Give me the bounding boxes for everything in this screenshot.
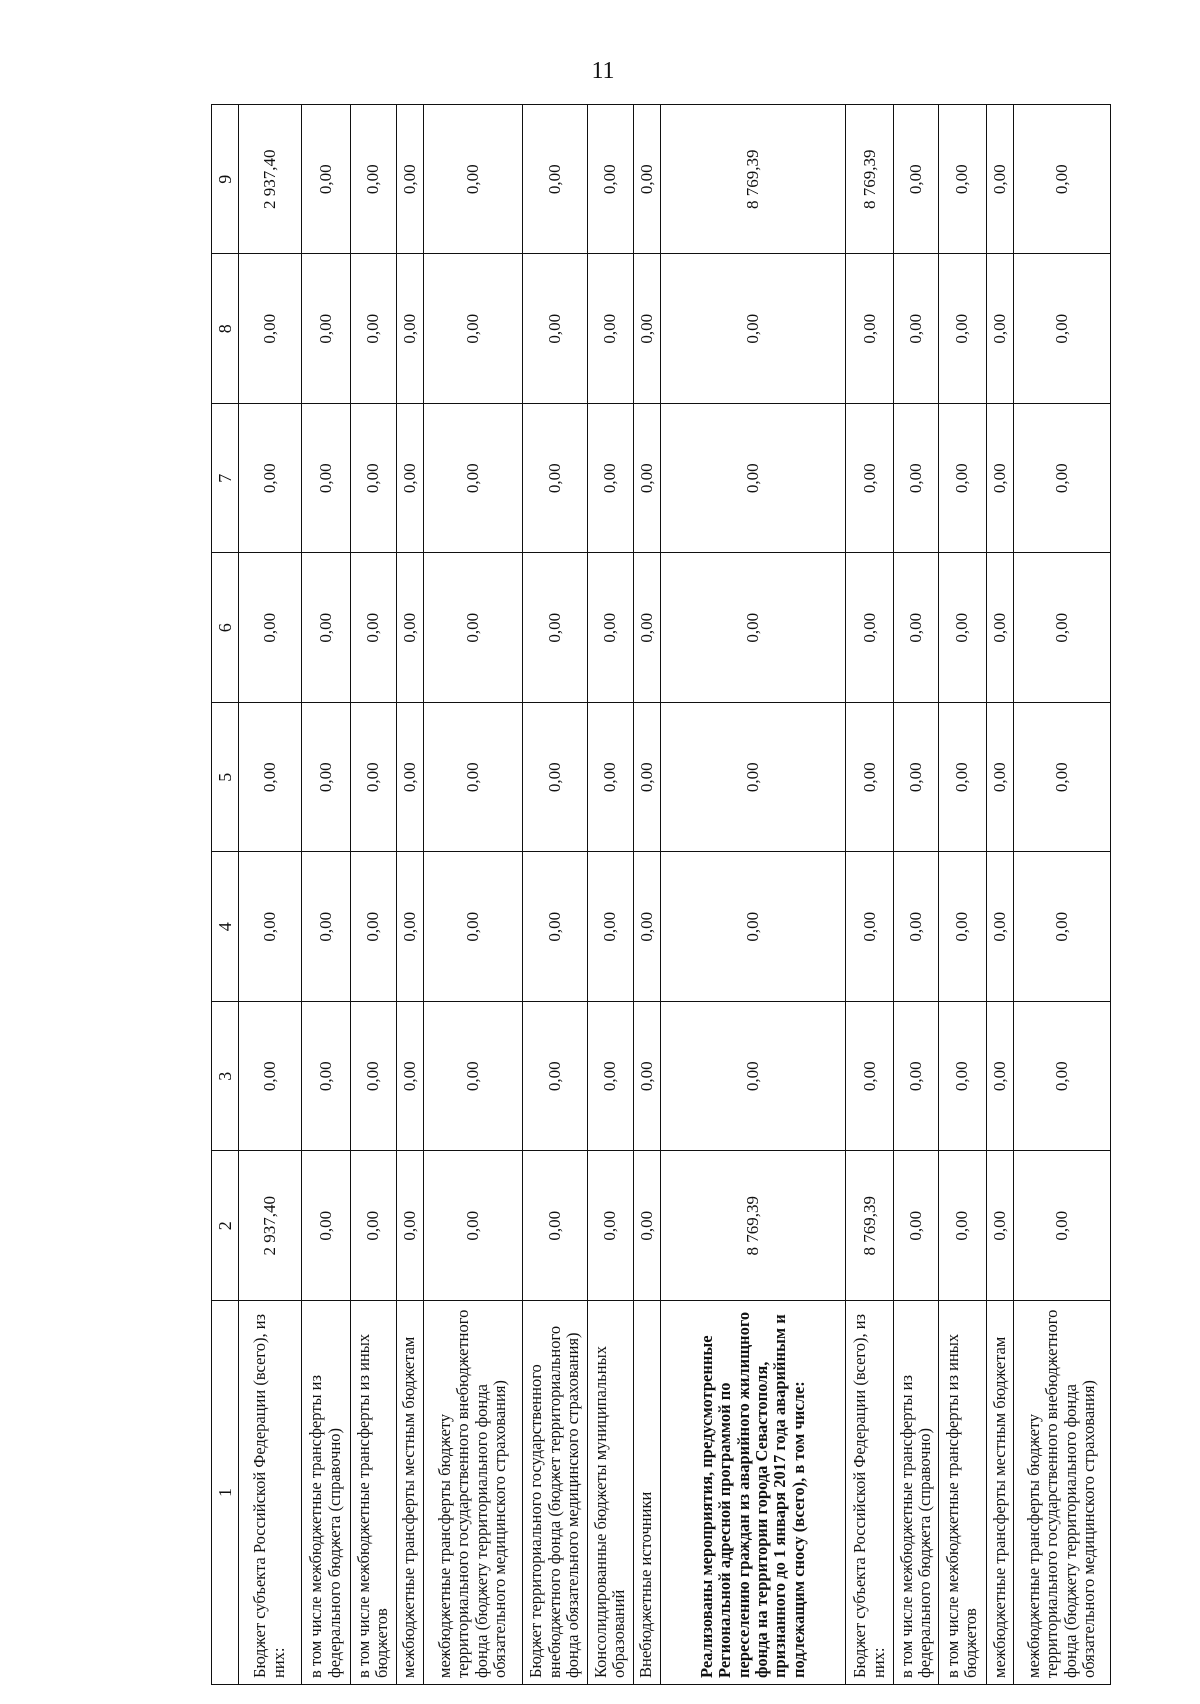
cell-value: 0,00	[588, 852, 633, 1002]
cell-value: 0,00	[1013, 1002, 1110, 1152]
cell-value: 0,00	[423, 553, 522, 703]
cell-value: 0,00	[633, 553, 660, 703]
cell-value: 0,00	[523, 703, 588, 853]
cell-value: 0,00	[893, 254, 938, 404]
cell-value: 0,00	[396, 254, 423, 404]
cell-value: 0,00	[588, 703, 633, 853]
cell-value: 0,00	[846, 553, 894, 703]
table-row	[893, 105, 938, 1685]
cell-value: 0,00	[1013, 1151, 1110, 1301]
row-label: Бюджет территориального государственного внебюджетного фонда (бюджет территориального фонда обязательного медицинского страхования)	[523, 1301, 588, 1685]
cell-value: 0,00	[1013, 703, 1110, 853]
cell-value: 0,00	[939, 1151, 987, 1301]
rotated-table-frame	[211, 105, 1111, 1685]
cell-value: 0,00	[423, 404, 522, 554]
cell-value: 0,00	[660, 852, 846, 1002]
cell-value: 0,00	[239, 703, 302, 853]
cell-value: 0,00	[939, 254, 987, 404]
cell-value: 0,00	[523, 553, 588, 703]
cell-value: 0,00	[351, 852, 396, 1002]
cell-value: 0,00	[523, 105, 588, 255]
row-label: Внебюджетные источники	[633, 1301, 660, 1685]
row-label: межбюджетные трансферты местным бюджетам	[986, 1301, 1013, 1685]
cell-value: 0,00	[523, 1151, 588, 1301]
cell-value: 0,00	[633, 703, 660, 853]
cell-value: 0,00	[301, 1002, 351, 1152]
cell-value: 0,00	[846, 254, 894, 404]
table-row	[660, 105, 846, 1685]
cell-value: 0,00	[633, 1151, 660, 1301]
cell-value: 0,00	[893, 852, 938, 1002]
cell-value: 0,00	[396, 404, 423, 554]
cell-value: 0,00	[351, 553, 396, 703]
cell-value: 0,00	[396, 105, 423, 255]
cell-value: 0,00	[660, 553, 846, 703]
table-row	[588, 105, 633, 1685]
cell-value: 0,00	[351, 1151, 396, 1301]
cell-value: 0,00	[893, 404, 938, 554]
column-header-5: 5	[212, 703, 239, 853]
row-label: межбюджетные трансферты бюджету территориального государственного внебюджетного фонда (бюджету территориального фонда обязательного медицинского страхования)	[1013, 1301, 1110, 1685]
cell-value: 0,00	[939, 703, 987, 853]
table-row	[1013, 105, 1110, 1685]
table-body	[239, 105, 1111, 1685]
column-header-3: 3	[212, 1002, 239, 1152]
cell-value: 0,00	[986, 105, 1013, 255]
cell-value: 0,00	[301, 852, 351, 1002]
cell-value: 0,00	[588, 404, 633, 554]
cell-value: 0,00	[660, 1002, 846, 1152]
cell-value: 0,00	[660, 404, 846, 554]
table-row	[633, 105, 660, 1685]
cell-value: 0,00	[423, 254, 522, 404]
cell-value: 0,00	[423, 105, 522, 255]
row-label: Бюджет субъекта Российской Федерации (всего), из них:	[239, 1301, 302, 1685]
cell-value: 0,00	[588, 553, 633, 703]
cell-value: 0,00	[301, 553, 351, 703]
row-label: в том числе межбюджетные трансферты из федерального бюджета (справочно)	[301, 1301, 351, 1685]
cell-value: 0,00	[239, 1002, 302, 1152]
table-row	[423, 105, 522, 1685]
cell-value: 0,00	[588, 254, 633, 404]
cell-value: 0,00	[1013, 105, 1110, 255]
cell-value: 0,00	[351, 105, 396, 255]
cell-value: 0,00	[396, 553, 423, 703]
cell-value: 0,00	[939, 404, 987, 554]
cell-value: 8 769,39	[660, 1151, 846, 1301]
row-label: Бюджет субъекта Российской Федерации (всего), из них:	[846, 1301, 894, 1685]
cell-value: 0,00	[660, 254, 846, 404]
cell-value: 0,00	[986, 852, 1013, 1002]
row-label: в том числе межбюджетные трансферты из иных бюджетов	[939, 1301, 987, 1685]
cell-value: 0,00	[351, 703, 396, 853]
cell-value: 0,00	[523, 404, 588, 554]
cell-value: 0,00	[523, 1002, 588, 1152]
cell-value: 0,00	[939, 553, 987, 703]
cell-value: 0,00	[1013, 852, 1110, 1002]
row-label: в том числе межбюджетные трансферты из иных бюджетов	[351, 1301, 396, 1685]
cell-value: 0,00	[893, 1002, 938, 1152]
cell-value: 0,00	[301, 1151, 351, 1301]
cell-value: 0,00	[846, 404, 894, 554]
cell-value: 0,00	[423, 1151, 522, 1301]
cell-value: 0,00	[1013, 254, 1110, 404]
table-row	[301, 105, 351, 1685]
cell-value: 8 769,39	[846, 105, 894, 255]
cell-value: 0,00	[396, 1151, 423, 1301]
cell-value: 0,00	[939, 1002, 987, 1152]
cell-value: 0,00	[939, 852, 987, 1002]
cell-value: 0,00	[301, 254, 351, 404]
cell-value: 0,00	[239, 404, 302, 554]
cell-value: 0,00	[986, 1002, 1013, 1152]
cell-value: 0,00	[846, 1002, 894, 1152]
budget-table	[211, 104, 1111, 1685]
cell-value: 0,00	[588, 105, 633, 255]
table-row	[523, 105, 588, 1685]
cell-value: 0,00	[239, 254, 302, 404]
cell-value: 0,00	[351, 1002, 396, 1152]
row-label: Реализованы мероприятия, предусмотренные Региональной адресной программой по переселению граждан из аварийного жилищного фонда на территории города Севастополя, признанного до 1 января 2017 года аварийным и подлежащим сносу (всего), в том числе:	[660, 1301, 846, 1685]
row-label: межбюджетные трансферты бюджету территориального государственного внебюджетного фонда (бюджету территориального фонда обязательного медицинского страхования)	[423, 1301, 522, 1685]
column-header-7: 7	[212, 404, 239, 554]
cell-value: 0,00	[423, 1002, 522, 1152]
cell-value: 0,00	[846, 852, 894, 1002]
column-header-8: 8	[212, 254, 239, 404]
cell-value: 0,00	[846, 703, 894, 853]
cell-value: 0,00	[893, 703, 938, 853]
cell-value: 0,00	[633, 105, 660, 255]
cell-value: 0,00	[1013, 553, 1110, 703]
table-row	[986, 105, 1013, 1685]
cell-value: 0,00	[986, 553, 1013, 703]
column-header-9: 9	[212, 105, 239, 255]
cell-value: 0,00	[239, 852, 302, 1002]
cell-value: 0,00	[939, 105, 987, 255]
column-header-1: 1	[212, 1301, 239, 1685]
page-number: 11	[591, 58, 615, 84]
cell-value: 0,00	[351, 254, 396, 404]
cell-value: 0,00	[396, 1002, 423, 1152]
cell-value: 0,00	[633, 404, 660, 554]
cell-value: 0,00	[396, 852, 423, 1002]
column-header-4: 4	[212, 852, 239, 1002]
cell-value: 0,00	[893, 1151, 938, 1301]
cell-value: 0,00	[588, 1151, 633, 1301]
table-row	[239, 105, 302, 1685]
cell-value: 0,00	[396, 703, 423, 853]
cell-value: 0,00	[986, 1151, 1013, 1301]
cell-value: 0,00	[660, 703, 846, 853]
table-row	[846, 105, 894, 1685]
cell-value: 0,00	[523, 254, 588, 404]
cell-value: 0,00	[986, 404, 1013, 554]
cell-value: 0,00	[893, 105, 938, 255]
cell-value: 0,00	[423, 703, 522, 853]
cell-value: 0,00	[1013, 404, 1110, 554]
table-row	[351, 105, 396, 1685]
cell-value: 0,00	[588, 1002, 633, 1152]
row-label: межбюджетные трансферты местным бюджетам	[396, 1301, 423, 1685]
header-row	[212, 105, 239, 1685]
cell-value: 2 937,40	[239, 105, 302, 255]
cell-value: 0,00	[633, 852, 660, 1002]
budget-table-container	[211, 105, 1111, 1685]
cell-value: 0,00	[351, 404, 396, 554]
cell-value: 0,00	[301, 703, 351, 853]
cell-value: 0,00	[633, 254, 660, 404]
row-label: в том числе межбюджетные трансферты из федерального бюджета (справочно)	[893, 1301, 938, 1685]
cell-value: 2 937,40	[239, 1151, 302, 1301]
cell-value: 0,00	[893, 553, 938, 703]
cell-value: 0,00	[423, 852, 522, 1002]
cell-value: 0,00	[986, 254, 1013, 404]
cell-value: 0,00	[301, 105, 351, 255]
column-header-2: 2	[212, 1151, 239, 1301]
table-row	[396, 105, 423, 1685]
cell-value: 0,00	[523, 852, 588, 1002]
cell-value: 0,00	[239, 553, 302, 703]
cell-value: 8 769,39	[846, 1151, 894, 1301]
row-label: Консолидированные бюджеты муниципальных образований	[588, 1301, 633, 1685]
cell-value: 0,00	[301, 404, 351, 554]
table-row	[939, 105, 987, 1685]
column-header-6: 6	[212, 553, 239, 703]
cell-value: 0,00	[633, 1002, 660, 1152]
cell-value: 0,00	[986, 703, 1013, 853]
cell-value: 8 769,39	[660, 105, 846, 255]
